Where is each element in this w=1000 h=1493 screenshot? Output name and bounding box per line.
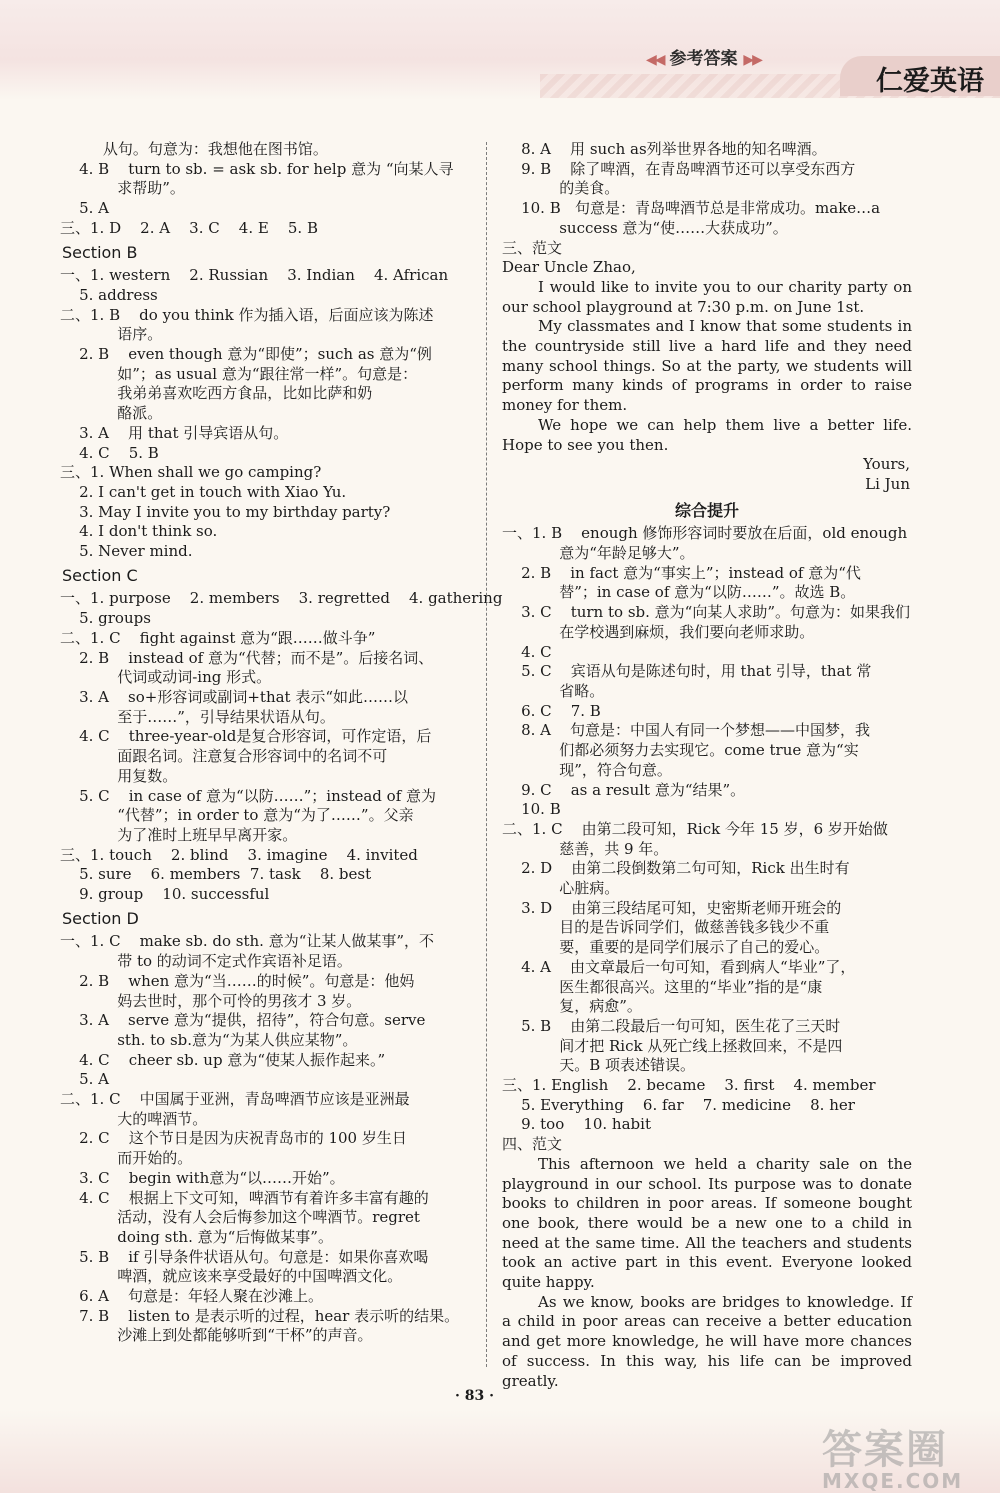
essay-paragraph: We hope we can help them live a better life. Hope to see you then.: [502, 415, 912, 454]
answer-line: 2. B instead of 意为“代替；而不是”。后接名词、: [60, 648, 434, 667]
answer-line: 复，病愈”。: [502, 997, 642, 1016]
answer-line: 4. C: [502, 642, 552, 661]
answer-line: 3. A so+形容词或副词+that 表示“如此……以: [60, 687, 409, 706]
book-title: 仁爱英语: [876, 66, 984, 97]
answer-line: 5. A: [60, 1070, 109, 1089]
answer-line: 在学校遇到麻烦，我们要向老师求助。: [502, 622, 815, 641]
answer-line: 求帮助”。: [60, 179, 185, 198]
answer-line: 慈善，共 9 年。: [502, 839, 669, 858]
answer-line: 三、1. English 2. became 3. first 4. member: [502, 1076, 876, 1095]
answer-line: 替”；in case of 意为“以防……”。故选 B。: [502, 583, 856, 602]
answer-line: 现”，符合句意。: [502, 760, 672, 779]
answer-line: 3. C turn to sb. 意为“向某人求助”。句意为：如果我们: [502, 603, 910, 622]
answer-line: 5. B 由第二段最后一句可知，医生花了三天时: [502, 1016, 841, 1035]
answer-line: 4. C 5. B: [60, 443, 159, 462]
left-column: [60, 140, 503, 1346]
answer-line: 三、范文: [502, 238, 563, 257]
answer-line: 天。B 项表述错误。: [502, 1056, 696, 1075]
section-title: 综合提升: [674, 500, 739, 520]
answer-line: 5. groups: [60, 609, 151, 628]
answer-line: 3. A serve 意为“提供，招待”，符合句意。serve: [60, 1011, 426, 1030]
answer-line: 医生都很高兴。这里的“毕业”指的是“康: [502, 977, 823, 996]
column-divider: [486, 142, 487, 1367]
answer-line: 9. group 10. successful: [60, 885, 270, 904]
answer-line: 3. D 由第三段结尾可知，史密斯老师开班会的: [502, 898, 842, 917]
answer-line: 省略。: [502, 681, 605, 700]
answer-line: 3. A 用 that 引导宾语从句。: [60, 423, 289, 442]
answer-line: 如”；as usual 意为“跟往常一样”。句意是：: [60, 364, 418, 383]
answer-line: 目的是告诉同学们，做慈善钱多钱少不重: [502, 918, 830, 937]
answer-line: 10. B 句意是：青岛啤酒节总是非常成功。make…a: [502, 199, 881, 218]
answer-line: 4. A 由文章最后一句可知，看到病人“毕业”了，: [502, 957, 856, 976]
answer-line: 而开始的。: [60, 1149, 193, 1168]
answer-line: 沙滩上到处都能够听到“干杯”的声音。: [60, 1326, 373, 1345]
answer-line: 二、1. C 由第二段可知，Rick 今年 15 岁，6 岁开始做: [502, 819, 888, 838]
answer-line: 们都必须努力去实现它。come true 意为“实: [502, 741, 859, 760]
signature-line: Yours,: [863, 455, 910, 474]
answer-line: 5. C 宾语从句是陈述句时，用 that 引导，that 常: [502, 662, 872, 681]
answer-line: 2. B even though 意为“即使”；such as 意为“例: [60, 345, 432, 364]
answer-line: 四、范文: [502, 1135, 563, 1154]
answer-line: 代词或动词-ing 形式。: [60, 668, 272, 687]
answer-line: 5. C in case of 意为“以防……”；instead of 意为: [60, 786, 437, 805]
answer-line: 3. C begin with意为“以……开始”。: [60, 1168, 345, 1187]
answer-line: 10. B: [502, 800, 561, 819]
answer-line: 5. address: [60, 285, 158, 304]
answer-line: 意为“年龄足够大”。: [502, 544, 695, 563]
answer-line: 9. B 除了啤酒，在青岛啤酒节还可以享受东西方: [502, 159, 856, 178]
answer-line: success 意为“使……大获成功”。: [502, 218, 788, 237]
essay-paragraph: As we know, books are bridges to knowledge. If a child in poor areas can receive a better education and get more knowledge, he will have more chances of success. In this way, his life can be improved greatly.: [502, 1292, 912, 1390]
answer-line: 5. B if 引导条件状语从句。句意是：如果你喜欢喝: [60, 1247, 429, 1266]
watermark-main: 答案圈: [822, 1427, 948, 1473]
answer-line: 2. D 由第二段倒数第二句可知，Rick 出生时有: [502, 859, 850, 878]
answer-line: 5. A: [60, 199, 109, 218]
answer-line: “代替”；in order to 意为“为了……”。父亲: [60, 806, 414, 825]
left-arrows-icon: ◀◀: [646, 52, 664, 68]
answer-line: 二、1. C fight against 意为“跟……做斗争”: [60, 628, 376, 647]
answer-line: 从句。句意为：我想他在图书馆。: [60, 140, 328, 158]
watermark-logo: [822, 1418, 982, 1493]
answer-line: 8. A 用 such as列举世界各地的知名啤酒。: [502, 140, 827, 158]
answer-line: 6. A 句意是：年轻人聚在沙滩上。: [60, 1287, 324, 1306]
answer-line: 一、1. western 2. Russian 3. Indian 4. African: [60, 266, 449, 285]
answer-line: 一、1. C make sb. do sth. 意为“让某人做某事”，不: [60, 932, 435, 951]
section-heading: Section D: [62, 908, 139, 928]
answer-line: 7. B listen to 是表示听的过程，hear 表示听的结果。: [60, 1306, 460, 1325]
answer-line: 4. B turn to sb. = ask sb. for help 意为 “向某人寻: [60, 159, 454, 178]
signature-line: Li Jun: [865, 474, 910, 493]
answer-line: 三、1. touch 2. blind 3. imagine 4. invited: [60, 845, 418, 864]
right-arrows-icon: ▶▶: [743, 52, 761, 68]
header-center-label: 参考答案: [669, 49, 738, 69]
answer-line: 大的啤酒节。: [60, 1109, 208, 1128]
watermark-sub: MXQE.COM: [822, 1469, 964, 1493]
answer-line: 活动，没有人会后悔参加这个啤酒节。regret: [60, 1208, 420, 1227]
answer-line: 2. B when 意为“当……的时候”。句意是：他妈: [60, 971, 415, 990]
answer-line: 3. May I invite you to my birthday party?: [60, 502, 391, 521]
answer-line: 至于……”，引导结果状语从句。: [60, 707, 335, 726]
answer-line: 4. C three-year-old是复合形容词，可作定语，后: [60, 727, 432, 746]
answer-line: 9. too 10. habit: [502, 1115, 651, 1134]
essay-paragraph: My classmates and I know that some students in the countryside still live a hard life and they need many school things. So at the party, we students will perform many kinds of programs in order to raise money for them.: [502, 317, 912, 415]
answer-line: 间才把 Rick 从死亡线上拯救回来，不是四: [502, 1036, 843, 1055]
answer-line: 9. C as a result 意为“结果”。: [502, 780, 746, 799]
answer-line: 一、1. purpose 2. members 3. regretted 4. gathering: [60, 589, 503, 608]
answer-line: 5. Never mind.: [60, 542, 193, 561]
answer-line: 5. sure 6. members 7. task 8. best: [60, 865, 372, 884]
answer-line: 一、1. B enough 修饰形容词时要放在后面，old enough: [502, 524, 908, 543]
right-column: [502, 140, 912, 1391]
answer-line: 4. C cheer sb. up 意为“使某人振作起来。”: [60, 1050, 386, 1069]
answer-line: 的美食。: [502, 179, 620, 198]
answer-line: 语序。: [60, 325, 163, 344]
answer-line: 三、1. When shall we go camping?: [60, 463, 322, 482]
answer-line: doing sth. 意为“后悔做某事”。: [60, 1227, 333, 1246]
answer-line: 带 to 的动词不定式作宾语补足语。: [60, 952, 352, 971]
page-number: · 83 ·: [455, 1388, 494, 1404]
answer-line: 为了准时上班早早离开家。: [60, 825, 298, 844]
answer-line: 心脏病。: [502, 879, 620, 898]
answer-line: 要，重要的是同学们展示了自己的爱心。: [502, 938, 830, 957]
answer-line: Dear Uncle Zhao,: [502, 258, 636, 277]
answer-line: 妈去世时，那个可怜的男孩才 3 岁。: [60, 991, 362, 1010]
answer-line: 啤酒，就应该来享受最好的中国啤酒文化。: [60, 1267, 403, 1286]
answer-line: 4. C 根据上下文可知，啤酒节有着许多丰富有趣的: [60, 1188, 429, 1207]
answer-line: 2. B in fact 意为“事实上”；instead of 意为“代: [502, 563, 861, 582]
answer-line: sth. to sb.意为“为某人供应某物”。: [60, 1030, 358, 1049]
answer-line: 用复数。: [60, 766, 178, 785]
answer-line: 面跟名词。注意复合形容词中的名词不可: [60, 747, 388, 766]
header-center: [646, 44, 761, 69]
answer-line: 4. I don't think so.: [60, 522, 218, 541]
answer-line: 二、1. C 中国属于亚洲，青岛啤酒节应该是亚洲最: [60, 1090, 410, 1109]
answer-line: 2. C 这个节日是因为庆祝青岛市的 100 岁生日: [60, 1129, 407, 1148]
answer-line: 三、1. D 2. A 3. C 4. E 5. B: [60, 218, 318, 237]
answer-line: 6. C 7. B: [502, 701, 601, 720]
section-heading: Section B: [62, 242, 138, 262]
answer-line: 酪派。: [60, 404, 163, 423]
answer-line: 二、1. B do you think 作为插入语，后面应该为陈述: [60, 305, 434, 324]
section-heading: Section C: [62, 565, 138, 585]
answer-line: 2. I can't get in touch with Xiao Yu.: [60, 482, 347, 501]
header-book-tab: [840, 56, 1000, 96]
answer-line: 5. Everything 6. far 7. medicine 8. her: [502, 1095, 855, 1114]
essay-paragraph: I would like to invite you to our charity party on our school playground at 7:30 p.m. on June 1st.: [502, 277, 912, 316]
answer-line: 我弟弟喜欢吃西方食品，比如比萨和奶: [60, 384, 373, 403]
essay-paragraph: This afternoon we held a charity sale on the playground in our school. Its purpose was to donate books to children in poor areas. If someone bought one book, there would be a new one to a child in need at the same time. All the teachers and students took an active part in this event. Everyone looked quite happy.: [502, 1154, 912, 1292]
answer-line: 8. A 句意是：中国人有同一个梦想——中国梦，我: [502, 721, 871, 740]
